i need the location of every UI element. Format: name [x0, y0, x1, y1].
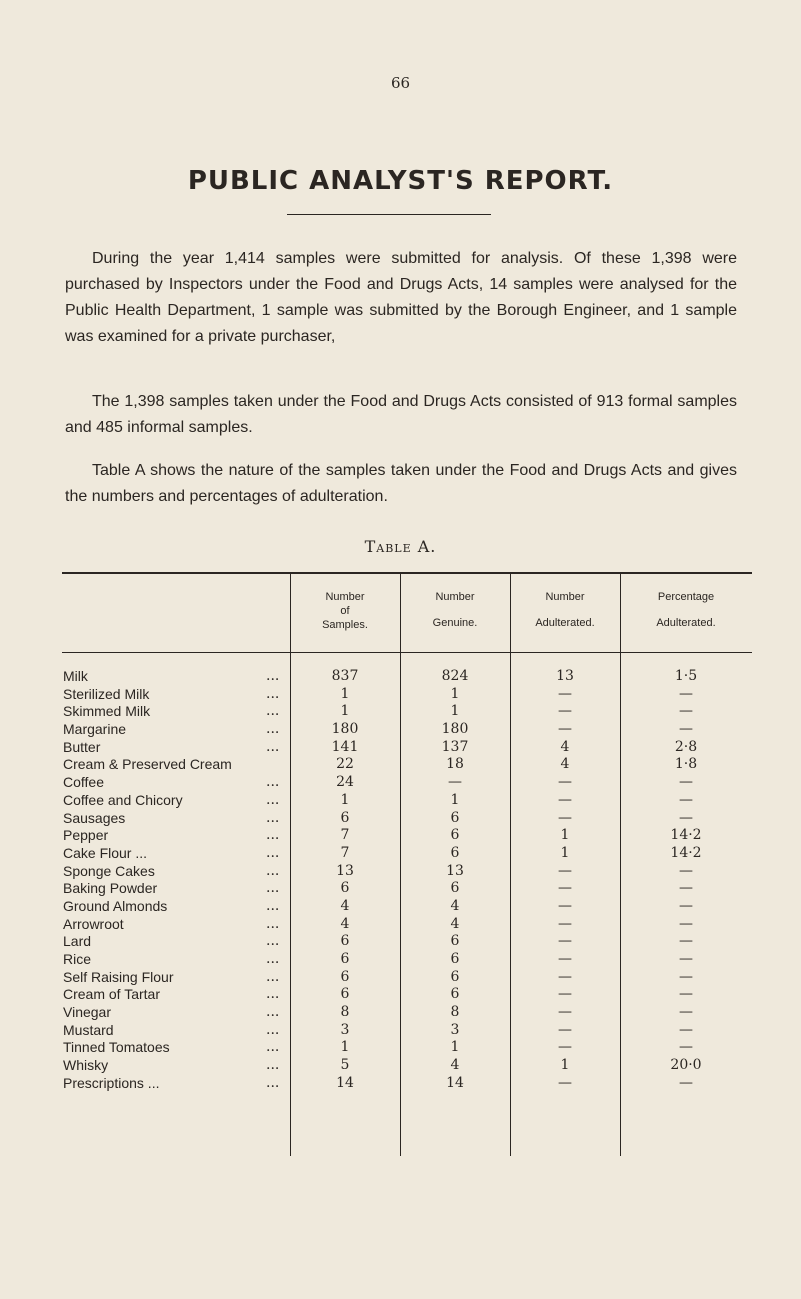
leader-dots: ...	[266, 1021, 280, 1038]
cell-percentage: —	[679, 915, 693, 932]
cell-samples: 6	[340, 809, 350, 826]
leader-dots: ...	[266, 915, 280, 932]
cell-percentage: —	[679, 897, 693, 914]
row-label: Coffee and Chicory	[63, 791, 183, 808]
cell-samples: 6	[340, 880, 350, 897]
row-label: Pepper	[63, 827, 109, 844]
cell-samples: 4	[340, 897, 350, 914]
cell-adulterated: —	[558, 986, 572, 1003]
cell-percentage: —	[679, 1021, 693, 1038]
leader-dots: ...	[266, 791, 280, 808]
cell-adulterated: —	[558, 933, 572, 950]
cell-adulterated: —	[558, 721, 572, 738]
cell-percentage: 2·8	[674, 738, 698, 755]
cell-genuine: 1	[450, 791, 460, 808]
paragraph-samples: The 1,398 samples taken under the Food and Drugs Acts consisted of 913 formal samples and 485 informal samples.	[65, 393, 737, 436]
cell-percentage: 14·2	[670, 827, 702, 844]
cell-percentage: —	[679, 809, 693, 826]
header-number-genuine	[400, 590, 510, 630]
cell-samples: 1	[340, 791, 350, 808]
header-line: Genuine.	[432, 617, 478, 629]
cell-samples: 13	[336, 862, 354, 879]
cell-adulterated: 4	[560, 738, 570, 755]
leader-dots: ...	[266, 1057, 280, 1074]
cell-adulterated: —	[558, 774, 572, 791]
cell-genuine: 6	[450, 880, 460, 897]
cell-percentage: —	[679, 880, 693, 897]
row-label: Tinned Tomatoes	[63, 1039, 170, 1056]
row-label: Coffee	[63, 774, 104, 791]
row-label: Cream & Preserved Cream	[63, 756, 232, 773]
page-number: 66	[390, 74, 411, 92]
cell-genuine: 18	[446, 756, 464, 773]
leader-dots: ...	[266, 880, 280, 897]
cell-samples: 14	[336, 1074, 354, 1091]
cell-samples: 5	[340, 1057, 350, 1074]
cell-genuine: 6	[450, 933, 460, 950]
cell-adulterated: —	[558, 685, 572, 702]
cell-samples: 22	[336, 756, 354, 773]
row-label: Sterilized Milk	[63, 685, 150, 702]
cell-adulterated: —	[558, 791, 572, 808]
leader-dots: ...	[266, 1004, 280, 1021]
row-label: Vinegar	[63, 1004, 112, 1021]
cell-adulterated: —	[558, 951, 572, 967]
header-line: Samples.	[322, 619, 368, 631]
row-label: Milk	[63, 668, 88, 684]
cell-percentage: —	[679, 933, 693, 950]
row-label: Butter	[63, 738, 101, 755]
leader-dots: ...	[266, 738, 280, 755]
cell-samples: 7	[340, 827, 350, 844]
cell-genuine: 4	[450, 897, 460, 914]
row-label: Sausages	[63, 809, 126, 826]
leader-dots: ...	[266, 685, 280, 702]
cell-genuine: 8	[450, 1004, 460, 1021]
cell-genuine: 6	[450, 844, 460, 861]
row-label: Arrowroot	[63, 915, 124, 932]
leader-dots: ...	[266, 703, 280, 720]
table-top-rule	[62, 572, 752, 574]
header-line: Adulterated.	[656, 617, 716, 629]
paragraph-table-note: Table A shows the nature of the samples taken under the Food and Drugs Acts and gives the numbers and percentages of adulteration.	[65, 462, 737, 505]
leader-dots: ...	[266, 827, 280, 844]
row-label: Margarine	[63, 721, 127, 738]
row-label: Prescriptions ...	[63, 1074, 160, 1091]
header-line: Percentage	[657, 591, 715, 603]
cell-adulterated: —	[558, 1039, 572, 1056]
cell-genuine: 824	[441, 668, 469, 684]
cell-adulterated: —	[558, 897, 572, 914]
cell-genuine: 14	[446, 1074, 464, 1091]
header-line: of	[340, 605, 350, 617]
cell-genuine: 1	[450, 685, 460, 702]
cell-samples: 8	[340, 1004, 350, 1021]
row-label: Mustard	[63, 1021, 114, 1038]
cell-adulterated: —	[558, 968, 572, 985]
row-label: Lard	[63, 933, 92, 950]
row-label: Sponge Cakes	[63, 862, 155, 879]
cell-samples: 24	[336, 774, 354, 791]
row-label: Rice	[63, 951, 92, 967]
leader-dots: ...	[266, 844, 280, 861]
cell-samples: 6	[340, 968, 350, 985]
cell-percentage: —	[679, 774, 693, 791]
cell-adulterated: —	[558, 703, 572, 720]
cell-samples: 837	[331, 668, 359, 684]
cell-adulterated: —	[558, 862, 572, 879]
cell-genuine: 6	[450, 986, 460, 1003]
header-number-adulterated	[510, 590, 620, 630]
row-label: Ground Almonds	[63, 897, 168, 914]
leader-dots: ...	[266, 809, 280, 826]
cell-percentage: —	[679, 703, 693, 720]
row-label: Baking Powder	[63, 880, 158, 897]
title-underline	[287, 214, 491, 215]
cell-samples: 180	[331, 721, 359, 738]
cell-samples: 3	[340, 1021, 350, 1038]
cell-percentage: —	[679, 862, 693, 879]
leader-dots: ...	[266, 986, 280, 1003]
leader-dots: ...	[266, 721, 280, 738]
cell-adulterated: —	[558, 915, 572, 932]
cell-adulterated: —	[558, 1021, 572, 1038]
cell-genuine: 1	[450, 1039, 460, 1056]
cell-samples: 7	[340, 844, 350, 861]
header-percentage-adulterated	[620, 590, 752, 630]
cell-percentage: —	[679, 986, 693, 1003]
cell-adulterated: 1	[560, 827, 570, 844]
table-header-rule	[62, 652, 752, 653]
cell-samples: 6	[340, 933, 350, 950]
leader-dots: ...	[266, 668, 280, 684]
cell-samples: 1	[340, 685, 350, 702]
row-label: Whisky	[63, 1057, 109, 1074]
header-number-of-samples	[290, 590, 400, 632]
leader-dots: ...	[266, 862, 280, 879]
cell-adulterated: —	[558, 1074, 572, 1091]
cell-adulterated: 1	[560, 844, 570, 861]
row-label: Cake Flour ...	[63, 844, 148, 861]
cell-samples: 4	[340, 915, 350, 932]
cell-percentage: —	[679, 951, 693, 967]
cell-samples: 141	[331, 738, 359, 755]
header-line: Number	[325, 591, 365, 603]
cell-genuine: 13	[446, 862, 464, 879]
table-caption: Table A.	[364, 537, 437, 556]
cell-genuine: 1	[450, 703, 460, 720]
cell-percentage: —	[679, 791, 693, 808]
row-label: Self Raising Flour	[63, 968, 174, 985]
cell-samples: 6	[340, 951, 350, 967]
row-label: Skimmed Milk	[63, 703, 151, 720]
leader-dots: ...	[266, 933, 280, 950]
cell-genuine: 6	[450, 968, 460, 985]
cell-adulterated: 4	[560, 756, 570, 773]
leader-dots: ...	[266, 968, 280, 985]
cell-genuine: 3	[450, 1021, 460, 1038]
leader-dots: ...	[266, 774, 280, 791]
cell-genuine: 180	[441, 721, 469, 738]
cell-percentage: 1·8	[674, 756, 698, 773]
report-title: PUBLIC ANALYST'S REPORT.	[187, 166, 614, 196]
header-line: Number	[435, 591, 475, 603]
cell-percentage: —	[679, 1004, 693, 1021]
leader-dots: ...	[266, 1039, 280, 1056]
leader-dots: ...	[266, 897, 280, 914]
cell-percentage: —	[679, 1074, 693, 1091]
cell-samples: 1	[340, 1039, 350, 1056]
header-line: Adulterated.	[535, 617, 595, 629]
cell-adulterated: —	[558, 809, 572, 826]
cell-adulterated: —	[558, 880, 572, 897]
cell-samples: 1	[340, 703, 350, 720]
cell-adulterated: 13	[556, 668, 574, 684]
leader-dots: ...	[266, 1074, 280, 1091]
paragraph-intro: During the year 1,414 samples were submitted for analysis. Of these 1,398 were purchased by Inspectors under the Food and Drugs Acts, 14 samples were analysed for the Public Health Department, 1 sample was submitted by the Borough Engineer, and 1 sample was examined for a private purchaser,	[65, 250, 737, 345]
cell-percentage: 20·0	[670, 1057, 702, 1074]
cell-percentage: —	[679, 968, 693, 985]
header-line: Number	[545, 591, 585, 603]
cell-percentage: —	[679, 685, 693, 702]
cell-adulterated: 1	[560, 1057, 570, 1074]
cell-percentage: —	[679, 721, 693, 738]
cell-genuine: 4	[450, 915, 460, 932]
cell-genuine: —	[448, 774, 462, 791]
cell-adulterated: —	[558, 1004, 572, 1021]
leader-dots: ...	[266, 951, 280, 967]
cell-percentage: 1·5	[674, 668, 698, 684]
cell-percentage: 14·2	[670, 844, 702, 861]
row-label: Cream of Tartar	[63, 986, 160, 1003]
cell-genuine: 6	[450, 809, 460, 826]
cell-genuine: 6	[450, 951, 460, 967]
cell-percentage: —	[679, 1039, 693, 1056]
cell-genuine: 137	[441, 738, 469, 755]
cell-samples: 6	[340, 986, 350, 1003]
cell-genuine: 4	[450, 1057, 460, 1074]
cell-genuine: 6	[450, 827, 460, 844]
